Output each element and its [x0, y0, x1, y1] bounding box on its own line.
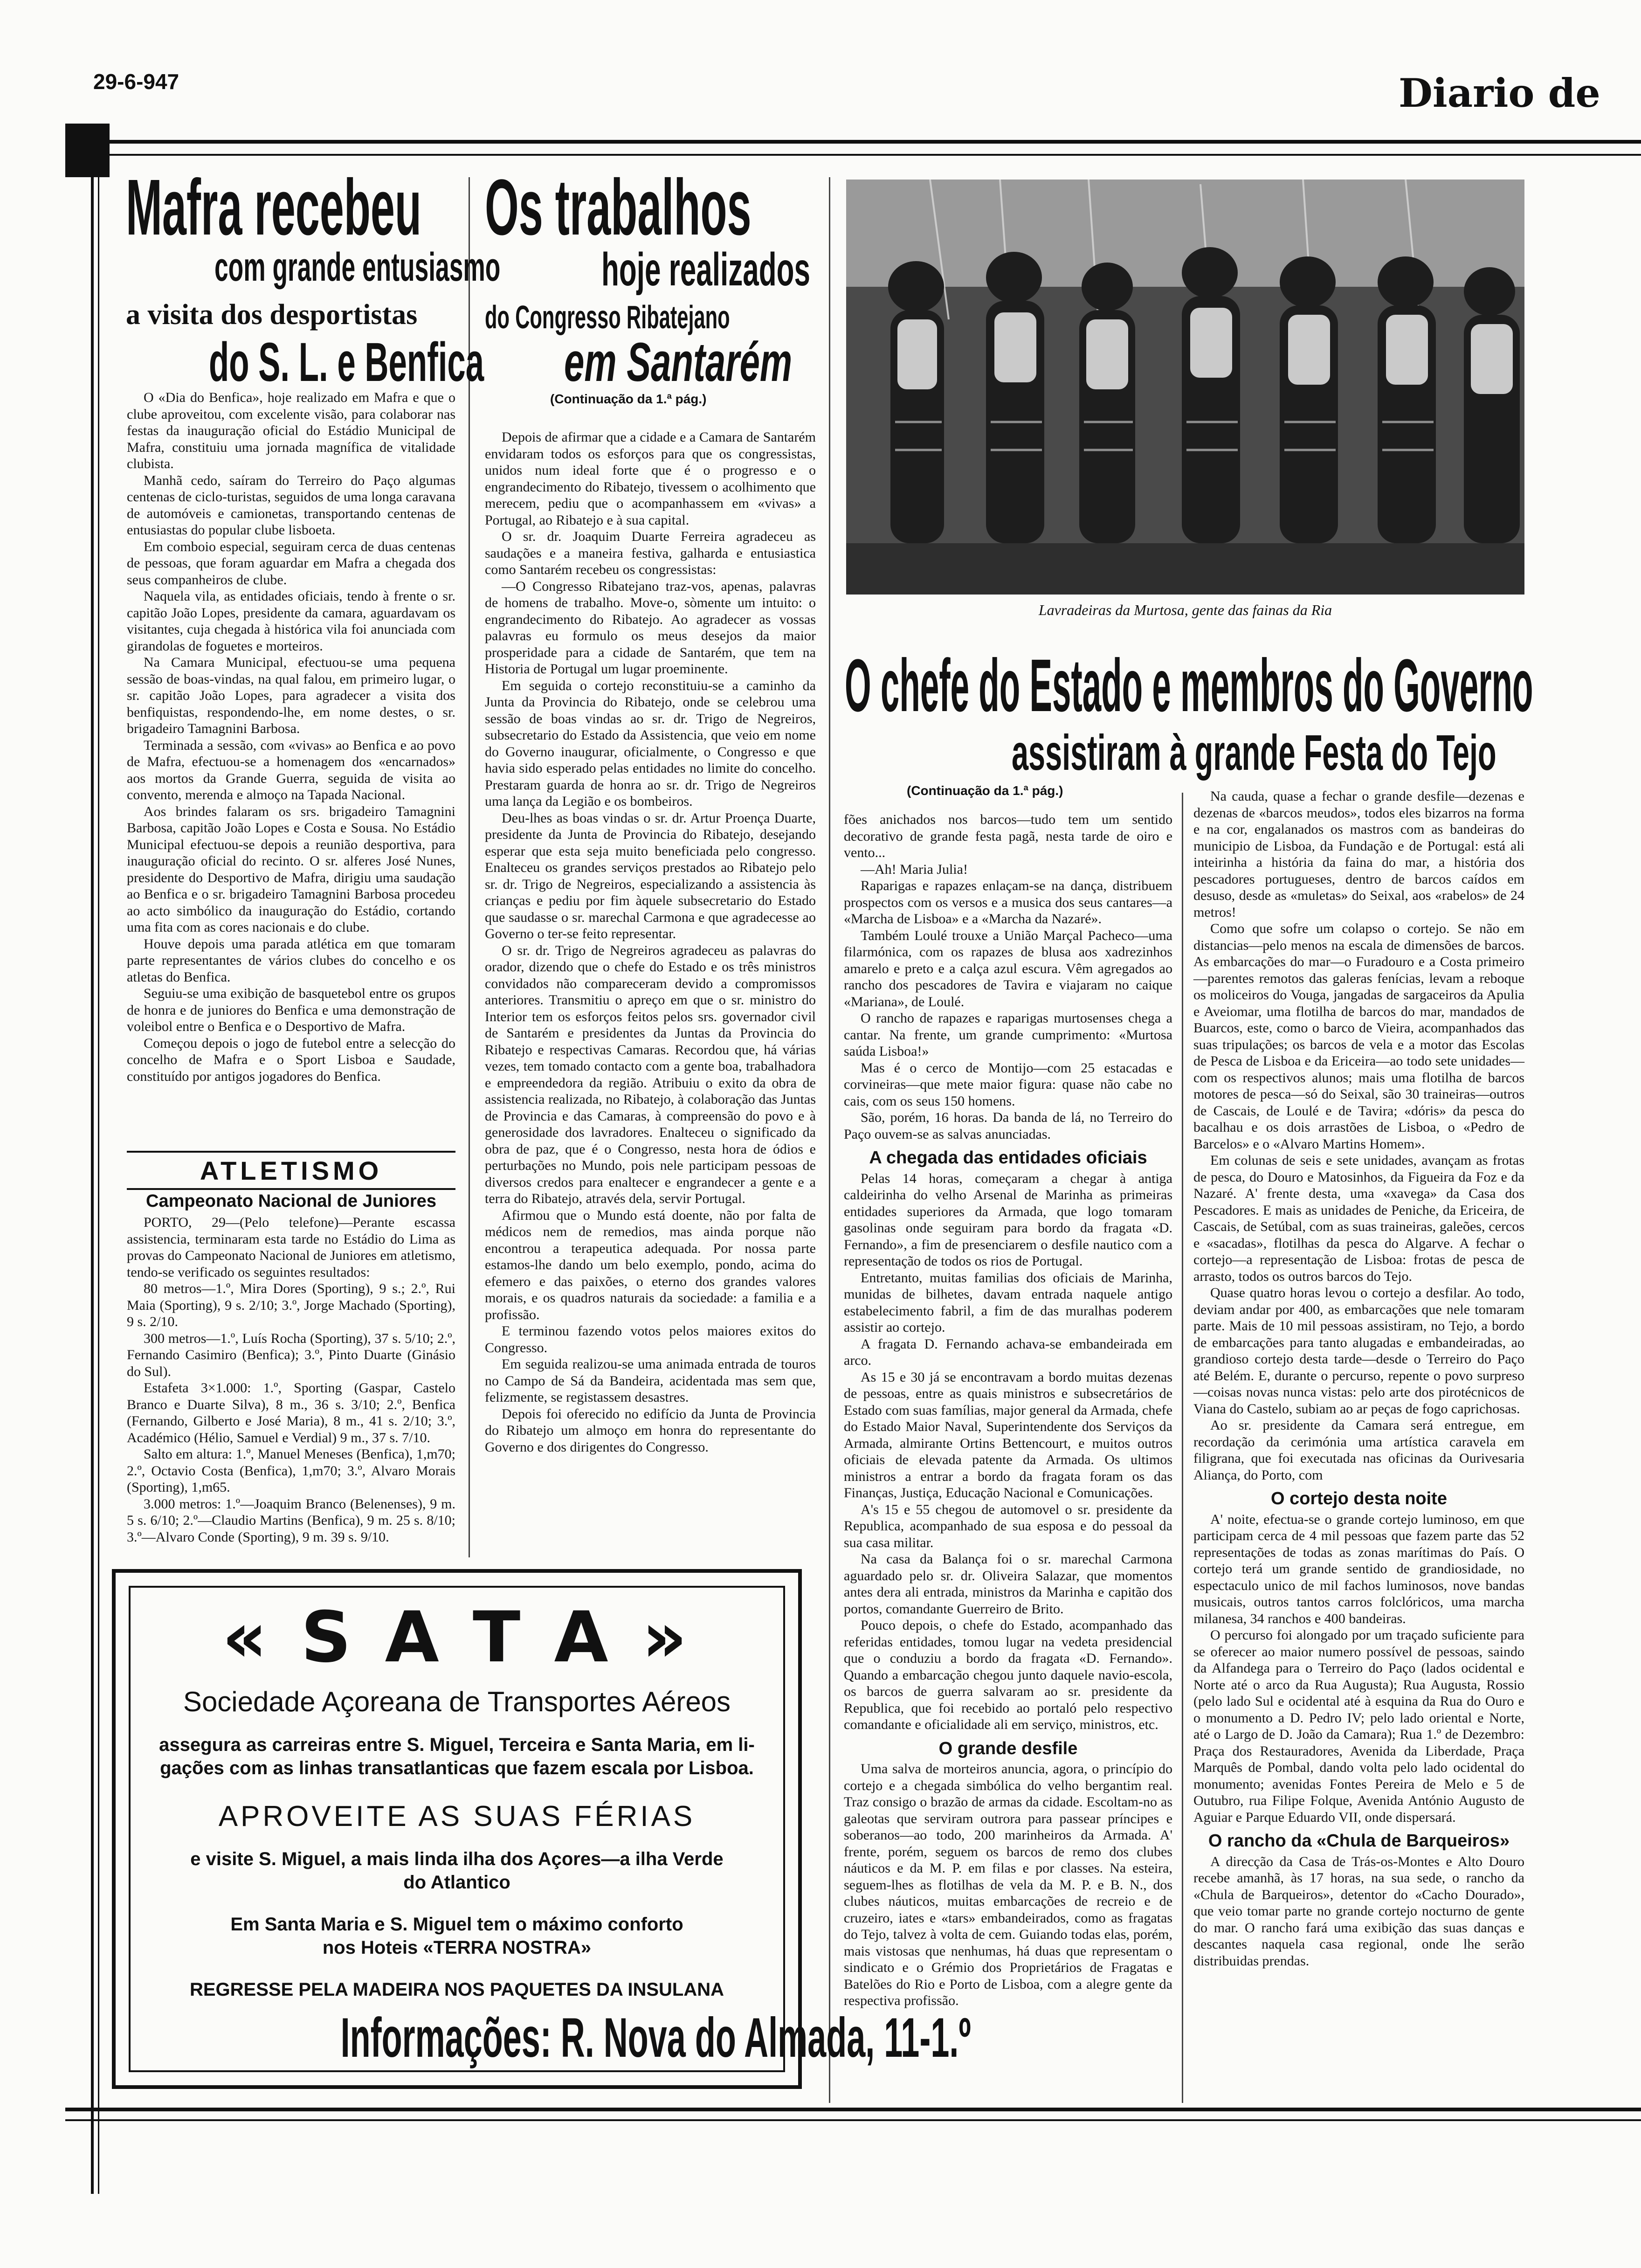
continuation-note-col2: (Continuação da 1.ª pág.): [550, 392, 707, 406]
column-rule-2: [829, 177, 830, 2103]
paragraph: A fragata D. Fernando achava-se embandeirada em arco.: [844, 1336, 1172, 1368]
paragraph: Terminada a sessão, com «vivas» ao Benfica e ao povo de Mafra, efectuou-se a homenagem dos «encarnados» aos mortos da Grande Guerra, seguida de visita ao convento, merenda e almoço na Tapada Nacional.: [127, 737, 455, 802]
ad-info-text: Informações: R. Nova do Almada, 11-1.º: [340, 2006, 971, 2069]
paragraph: 80 metros—1.º, Mira Dores (Sporting), 9 s.; 2.º, Rui Maia (Sporting), 9 s. 2/10; 3.º, Jorge Machado (Sporting), 9 s. 2/10.: [127, 1281, 455, 1329]
corner-block: [65, 124, 110, 177]
article-festa-tejo-col3: [844, 811, 1172, 2009]
paragraph: A direcção da Casa de Trás-os-Montes e Alto Douro recebe amanhã, às 17 horas, na sua sede, o rancho da «Chula de Barqueiros», detentor do «Cacho Dourado», que veio tomar parte no grande cortejo nocturno de gente do mar. O rancho fará uma exibição das suas danças e descantes naquela casa regional, onde lhe serão distribuidas prendas.: [1193, 1853, 1524, 1969]
paragraph: A's 15 e 55 chegou de automovel o sr. presidente da Republica, acompanhado de sua esposa e do pessoal da sua casa militar.: [844, 1501, 1172, 1550]
paragraph: Depois de afirmar que a cidade e a Camara de Santarém envidaram todos os esforços para que os congressistas, unidos num ideal forte que é o progresso e o engrandecimento do Ribatejo, tivessem o acolhimento que merecem, pediu que o acompanhassem em «vivas» a Portugal, ao Ribatejo e à sua capital.: [485, 429, 816, 528]
ad-info-address: [131, 2006, 971, 2069]
paragraph: Começou depois o jogo de futebol entre a selecção do concelho de Mafra e o Sport Lisboa e Saudade, constituído por antigos jogadores do Benfica.: [127, 1035, 455, 1084]
column-rule-3: [1182, 793, 1183, 2103]
paragraph: O sr. dr. Trigo de Negreiros agradeceu as palavras do orador, dizendo que o chefe do Estado e os três ministros convidados não compareceram devido a compromissos anteriores. Transmitiu o apreço em que o sr. ministro do Interior tem os esforços feitos pelos srs. governador civil de Santarém e presidentes da Juntas da Provincia do Ribatejo e respectivas Camaras. Recordou que, há várias vezes, tem tomado contacto com a gente boa, trabalhadora e empreendedora da região. Atribuiu o exito da obra de assistencia realizada, no Ribatejo, à colaboração das Juntas de Provincia e das Camaras, à compreensão do povo e à generosidade dos lavradores. Enalteceu o significado da obra de paz, que é o Congresso, nesta hora de ódios e perturbações no Mundo, pois nele participam pessoas de diversos credos para enaltecer e engrandecer a gente e a terra do Ribatejo, através dela, servir Portugal.: [485, 942, 816, 1206]
left-border-inner: [98, 173, 99, 2194]
paragraph: A' noite, efectua-se o grande cortejo luminoso, em que participam cerca de 4 mil pessoas que fazem parte das 52 representações de todas as zonas marítimas do País. O cortejo terá um grande sentido de grandiosidade, no espectaculo unico de mil fachos luminosos, nove bandas musicais, outros tantos carros folclóricos, uma marcha milanesa, 34 ranchos e 400 bandeiras.: [1193, 1511, 1524, 1626]
paragraph: Também Loulé trouxe a União Marçal Pacheco—uma filarmónica, com os rapazes de blusa aos xadrezinhos amarelo e preto e a calça azul escura. Vêm agregados ao rancho dos pescadores de Tavira e viajaram no caique «Mariana», de Loulé.: [844, 927, 1172, 1010]
paragraph: Afirmou que o Mundo está doente, não por falta de médicos nem de remedios, mas ainda porque não encontrou a terapeutica adequada. Por nossa parte estamos-lhe dando um belo exemplo, pondo, acima do efemero e das paixões, o eterno dos grandes valores morais, e os quadros naturais da sociedade: a familia e a profissão.: [485, 1207, 816, 1322]
page-date: 29-6-947: [93, 69, 179, 94]
paragraph: Salto em altura: 1.º, Manuel Meneses (Benfica), 1,m70; 2.º, Octavio Costa (Benfica), 1,m70; 3.º, Alvaro Morais (Sporting), 1,m65.: [127, 1446, 455, 1495]
paragraph: Seguiu-se uma exibição de basquetebol entre os grupos de honra e de juniores do Benfica e uma demonstração de voleibol entre o Benfica e o Desportivo de Mafra.: [127, 986, 455, 1034]
paragraph: O percurso foi alongado por um traçado suficiente para se oferecer ao maior numero possível de pessoas, saindo da Alfandega para o Terreiro do Paço (lados ocidental e Norte até o arco da Rua Augusta); Rua Augusta, Rossio (pelo lado Sul e ocidental até à esquina da Rua do Ouro e o monumento a D. Pedro IV; pelo lado oriental e Norte, até o Largo de D. João da Camara); Rua 1.º de Dezembro: Praça dos Restauradores, Avenida da Liberdade, Praça Marquês de Pombal, dando volta pelo lado ocidental do monumento; avenidas Fontes Pereira de Melo e 5 de Outubro, rua Filipe Folque, Avenida António Augusto de Aguiar e Parque Eduardo VII, onde dispersará.: [1193, 1627, 1524, 1825]
ad-inner-frame: [129, 1586, 971, 2072]
paragraph: PORTO, 29—(Pelo telefone)—Perante escassa assistencia, terminaram esta tarde no Estádio do Lima as provas do Campeonato Nacional de Juniores em atletismo, tendo-se verificado os seguintes resultados:: [127, 1215, 455, 1280]
paragraph: E terminou fazendo votos pelos maiores exitos do Congresso.: [485, 1323, 816, 1355]
paragraph: Depois foi oferecido no edifício da Junta de Provincia do Ribatejo um almoço em honra do representante do Governo e dos dirigentes do Congresso.: [485, 1406, 816, 1455]
photo-illustration: [846, 180, 1524, 595]
paragraph: Raparigas e rapazes enlaçam-se na dança, distribuem prospectos com os versos e a musica dos seus cantares—a «Marcha de Lisboa» e a «Marcha da Nazaré».: [844, 878, 1172, 927]
article-mafra-body: [127, 389, 455, 1085]
headline-trabalhos: Os trabalhos: [485, 163, 752, 252]
subhead-cortejo-noite: O cortejo desta noite: [1271, 1489, 1447, 1508]
bottom-rule-thin: [65, 2119, 1641, 2121]
ad-line-7: REGRESSE PELA MADEIRA NOS PAQUETES DA INSULANA: [189, 1979, 724, 2000]
paragraph: Entretanto, muitas familias dos oficiais de Marinha, munidas de bilhetes, davam entrada naquele antigo estabelecimento fabril, a fim de das muralhas poderem assistir ao cortejo.: [844, 1270, 1172, 1335]
headline-chefe-estado: O chefe do Estado e membros do Governo: [845, 643, 1533, 727]
paragraph: 300 metros—1.º, Luís Rocha (Sporting), 37 s. 5/10; 2.º, Fernando Casimiro (Benfica); 3.º, Pinto Duarte (Ginásio do Sul).: [127, 1330, 455, 1379]
paragraph: Em seguida realizou-se uma animada entrada de touros no Campo de Sá da Bandeira, acidentada mas sem que, felizmente, se registassem desastres.: [485, 1356, 816, 1405]
sport-section-head: ATLETISMO: [200, 1156, 383, 1185]
ad-brand: « S A T A »: [222, 1597, 692, 1678]
paragraph: Uma salva de morteiros anuncia, agora, o princípio do cortejo e a chegada simbólica do velho bergantim real. Traz consigo o brazão de armas da cidade. Escoltam-no as galeotas que serviram outrora para passear príncipes e soberanos—ao todo, 200 marinheiros da Armada. A' frente, porém, seguem os barcos de remo dos clubes náuticos e da M. P. em filas e por classes. Na esteira, seguem-lhes as flotilhas de vela da M. P. e B. N., dos clubes náuticos, muitas embarcações de recreio e de cruzeiro, iates e «tars» embandeirados, como as fragatas do Tejo, talvez à volta de cem. Guiando todas elas, porém, mais vistosas que nenhumas, há duas que representam o sindicato e o Grémio dos Proprietários de Fragatas e Batelões do Rio e Porto de Lisboa, com a alegre gente da respectiva profissão.: [844, 1761, 1172, 2008]
sata-advertisement: [112, 1569, 971, 2089]
ad-line-1: assegura as carreiras entre S. Miguel, Terceira e Santa Maria, em li-: [159, 1735, 755, 1755]
bottom-rule-thick: [65, 2108, 1641, 2111]
subhead-desfile: O grande desfile: [938, 1738, 1078, 1758]
ad-line-3: e visite S. Miguel, a mais linda ilha dos Açores—a ilha Verde: [190, 1849, 724, 1869]
ad-line-5: Em Santa Maria e S. Miguel tem o máximo conforto: [230, 1914, 683, 1935]
newspaper-title: Diario de: [1399, 70, 1600, 116]
paragraph: Na casa da Balança foi o sr. marechal Carmona aguardado pelo sr. dr. Oliveira Salazar, que momentos antes dera ali entrada, ministros da Marinha e capitão dos portos, comandante Guerreiro de Brito.: [844, 1551, 1172, 1617]
headline-mafra-line3: a visita dos desportistas: [126, 299, 418, 331]
paragraph: Em comboio especial, seguiram cerca de duas centenas de pessoas, que foram aguardar em Mafra a chegada dos seus companheiros de clube.: [127, 539, 455, 588]
paragraph: Em colunas de seis e sete unidades, avançam as frotas de pesca, do Douro e Matosinhos, da Figueira da Foz e da Nazaré. A' frente desta, uma «xavega» da Casa dos Pescadores. E mais as unidades de Peniche, da Ericeira, de Cascais, de Setúbal, com as suas traineiras, galeões, cercos e «sacadas», flotilhas da pesca do Algarve. A fechar o cortejo—a representação de Lisboa: frotas de pesca de arrasto, todos os outros barcos do Tejo.: [1193, 1153, 1524, 1284]
paragraph: Na cauda, quase a fechar o grande desfile—dezenas e dezenas de «barcos meudos», todos eles bizarros na forma e na cor, engalanados os mastros com as bandeiras do municipio de Lisboa, da Fundação e de Portugal: está ali inteirinha a história da faina do mar, a história dos pescadores portugueses, dentro de barcos caídos em desuso, desde as «muletas» do Seixal, aos «rabelos» de 24 metros!: [1193, 788, 1524, 920]
sport-body: [127, 1214, 455, 1545]
top-rule-thin: [65, 154, 1641, 156]
paragraph: Como que sofre um colapso o cortejo. Se não em distancias—pelo menos na escala de dimensões de barcos. As embarcações do mar—o Furadouro e a Costa primeiro—parentes remotos das galeras fenícias, levam a reboque os moliceiros do Vouga, jangadas de sargaceiros da Apulia e Aveiomar, uma flotilha de barcos do mar, mandados de Buarcos, este, como o barco de Vieira, acompanhados das suas tripulações; os barcos de vela e a motor das Escolas de Pesca de Lisboa e da Ericeira—ao todo sete unidades—com os respectivos alunos; mais uma flotilha de barcos motores de pesca—só do Seixal, são 30 traineiras—outros de Cascais, de Loulé e de Tavira; «dóris» da pesca do bacalhau e os dois arrastões de Lisboa, o «Pedro de Barcelos» e o «Alvaro Martins Homem».: [1193, 921, 1524, 1152]
paragraph: Mas é o cerco de Montijo—com 25 estacadas e corvineiras—que mete maior figura: quase não cabe no cais, com os seus 150 homens.: [844, 1060, 1172, 1109]
paragraph: 3.000 metros: 1.º—Joaquim Branco (Belenenses), 9 m. 5 s. 6/10; 2.º—Claudio Martins (Benfica), 9 m. 25 s. 8/10; 3.º—Alvaro Conde (Sporting), 9 m. 39 s. 9/10.: [127, 1496, 455, 1545]
ad-line-2: gações com as linhas transatlanticas que fazem escala por Lisboa.: [160, 1758, 754, 1778]
headline-mafra: Mafra recebeu: [126, 163, 422, 252]
subhead-chula-barqueiros: O rancho da «Chula de Barqueiros»: [1208, 1831, 1510, 1851]
paragraph: Em seguida o cortejo reconstituiu-se a caminho da Junta da Provincia do Ribatejo, onde se celebrou uma sessão de boas vindas ao sr. dr. Trigo de Negreiros, subsecretario do Estado da Assistencia, que veio em nome do Governo inaugurar, oficialmente, o Congresso e que havia sido esperado pelas entidades no limite do concelho. Prestaram guarda de honra ao sr. dr. Trigo de Negreiros uma lança da Legião e os bombeiros.: [485, 678, 816, 809]
paragraph: São, porém, 16 horas. Da banda de lá, no Terreiro do Paço ouvem-se as salvas anunciadas.: [844, 1110, 1172, 1142]
paragraph: Ao sr. presidente da Camara será entregue, em recordação da cerimónia uma artística caravela em filigrana, que foi executada nas oficinas da Ourivesaria Aliança, do Porto, com: [1193, 1418, 1524, 1483]
left-border: [91, 173, 94, 2194]
continuation-note-col3: (Continuação da 1.ª pág.): [907, 783, 1063, 798]
paragraph: Estafeta 3×1.000: 1.º, Sporting (Gaspar, Castelo Branco e Duarte Silva), 8 m., 36 s. 3/10; 2.º, Benfica (Fernando, Gilberto e José Maria), 8 m., 41 s. 2/10; 3.º, Académico (Hélio, Samuel e Verdial) 9 m., 37 s. 7/10.: [127, 1380, 455, 1445]
paragraph: O «Dia do Benfica», hoje realizado em Mafra e que o clube aproveitou, com excelente visão, para colaborar nas festas da inauguração oficial do Estádio Municipal de Mafra, constituiu uma jornada magnífica de vitalidade clubista.: [127, 390, 455, 471]
paragraph: Na Camara Municipal, efectuou-se uma pequena sessão de boas-vindas, na qual falou, em primeiro lugar, o sr. capitão João Lopes, para agradecer a visita dos benfiquistas, respondendo-lhe, em nome destes, o sr. brigadeiro Tamagnini Barbosa.: [127, 655, 455, 736]
ad-line-6: nos Hoteis «TERRA NOSTRA»: [322, 1937, 592, 1958]
paragraph: Deu-lhes as boas vindas o sr. dr. Artur Proença Duarte, presidente da Junta de Provincia do Ribatejo, desejando esperar que esta seja muito beneficiada pelo congresso. Enalteceu os grandes serviços prestados ao Ribatejo pelo sr. dr. Trigo de Negreiros, especializando a assistencia às crianças e pediu por fim àquele subsecretario do Estado que saudasse o sr. marechal Carmona e que agradecesse ao Governo o ter-se feito representar.: [485, 810, 816, 941]
paragraph: Quase quatro horas levou o cortejo a desfilar. Ao todo, deviam andar por 400, as embarcações que nele tomaram parte. Mais de 10 mil pessoas assistiram, no Tejo, a bordo de embarcações para tanto alugadas e embandeiradas, ao grandioso cortejo desta tarde—desde o Terreiro do Paço até Belém. E, durante o percurso, repente o povo surpreso—coisas novas nunca vistas: pelo arte dos pirotécnicos de Viana do Castelo, subiam ao ar peças de fogo caprichosas.: [1193, 1285, 1524, 1417]
headline-trabalhos-line3: do Congresso Ribatejano: [485, 299, 730, 335]
photo-caption: Lavradeiras da Murtosa, gente das fainas da Ria: [1038, 602, 1332, 618]
ad-slogan: APROVEITE AS SUAS FÉRIAS: [218, 1800, 696, 1832]
sport-rule-bottom: [127, 1188, 455, 1190]
headline-mafra-line4: do S. L. e Benfica: [209, 332, 484, 393]
paragraph: As 15 e 30 já se encontravam a bordo muitas dezenas de pessoas, entre as quais ministros e subsecretários de Estado com suas famílias, major general da Armada, chefe do Estado Maior Naval, Superintendente dos Serviços da Armada, almirante Ortins Bettencourt, e muitos outros oficiais de elevada patente da Armada. Os ultimos ministros a entrar a bordo da fragata foram os das Finanças, Justiça, Educação Nacional e Comunicações.: [844, 1369, 1172, 1500]
headline-chefe-estado-line2: assistiram à grande Festa do Tejo: [1012, 724, 1496, 781]
paragraph: fões anichados nos barcos—tudo tem um sentido decorativo de grande festa pagã, nesta tarde de oiro e vento...: [844, 812, 1172, 860]
paragraph: Aos brindes falaram os srs. brigadeiro Tamagnini Barbosa, capitão João Lopes e Costa e Sousa. No Estádio Municipal efectuou-se depois a reunião desportiva, para inauguração oficial do recinto. O sr. alferes José Nunes, presidente do Desportivo de Mafra, dirigiu uma saudação ao Benfica e o sr. brigadeiro Tamagnini Barbosa procedeu ao acto simbólico da inauguração do Estádio, cortando uma fita com as cores nacionais e do clube.: [127, 803, 455, 935]
photo-lavradeiras: [846, 180, 1524, 595]
top-rule-thick: [65, 140, 1641, 144]
subhead-chegada: A chegada das entidades oficiais: [869, 1148, 1147, 1168]
article-santarem-body: [485, 429, 816, 1455]
paragraph: Manhã cedo, saíram do Terreiro do Paço algumas centenas de ciclo-turistas, seguidos de uma longa caravana de automóveis e camionetas, transportando centenas de entusiastas do popular clube lisboeta.: [127, 472, 455, 538]
headline-trabalhos-line2: hoje realizados: [601, 243, 810, 296]
paragraph: —O Congresso Ribatejano traz-vos, apenas, palavras de homens de trabalho. Move-o, sòmente um intuito: o engrandecimento do Ribatejo. Ao agradecer as vossas palavras eu formulo os meus desejos da maior prosperidade para a cidade de Santarém, que tem na Historia de Portugal um lugar proeminente.: [485, 578, 816, 677]
paragraph: O sr. dr. Joaquim Duarte Ferreira agradeceu as saudações e a maneira festiva, galharda e entusiastica como Santarém recebeu os congressistas:: [485, 529, 816, 577]
paragraph: Houve depois uma parada atlética em que tomaram parte representantes de vários clubes do concelho e os atletas do Benfica.: [127, 936, 455, 985]
headline-trabalhos-line4: em Santarém: [564, 332, 793, 393]
article-festa-tejo-col4: [1193, 788, 1524, 1969]
ad-line-4: do Atlantico: [403, 1872, 510, 1893]
paragraph: O rancho de rapazes e raparigas murtosenses chega a cantar. Na frente, um grande cumprimento: «Murtosa saúda Lisboa!»: [844, 1010, 1172, 1059]
sport-rule-top: [127, 1151, 455, 1153]
paragraph: Pelas 14 horas, começaram a chegar à antiga caldeirinha do velho Arsenal de Marinha as primeiras entidades superiores da Armada, que logo tomaram gasolinas onde seguiram para bordo da fragata «D. Fernando», a fim de presenciarem o desfile nautico com a representação de todos os rios de Portugal.: [844, 1170, 1172, 1269]
headline-mafra-line2: com grande entusiasmo: [214, 245, 501, 290]
sport-subhead: Campeonato Nacional de Juniores: [146, 1191, 436, 1211]
paragraph: Pouco depois, o chefe do Estado, acompanhado das referidas entidades, tomou lugar na vedeta presidencial que o conduziu a bordo da fragata «D. Fernando». Quando a embarcação chegou junto daquele navio-escola, os barcos de guerra salvaram ao sr. presidente da Republica, que foi recebido ao portaló pelo respectivo comandante e oficialidade ali em serviço, ministros, etc.: [844, 1618, 1172, 1732]
paragraph: —Ah! Maria Julia!: [861, 861, 968, 877]
ad-company: Sociedade Açoreana de Transportes Aéreos: [183, 1686, 731, 1717]
paragraph: Naquela vila, as entidades oficiais, tendo à frente o sr. capitão João Lopes, presidente da camara, aguardavam os visitantes, cuja chegada à histórica vila foi anunciada com girandolas de foguetes e morteiros.: [127, 588, 455, 654]
